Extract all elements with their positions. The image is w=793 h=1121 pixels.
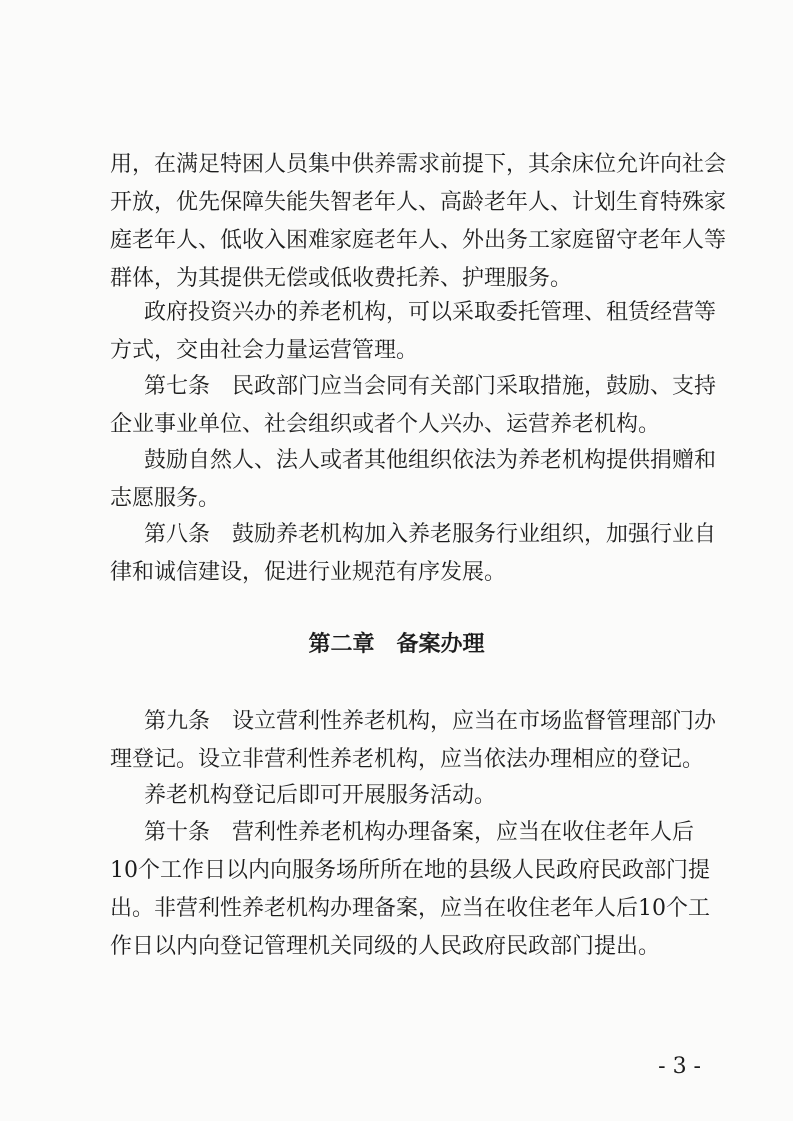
text-line: 10个工作日以内向服务场所所在地的县级人民政府民政部门提 xyxy=(110,858,710,883)
article-10 xyxy=(110,814,710,966)
text-line: 政府投资兴办的养老机构，可以采取委托管理、租赁经营等 xyxy=(144,300,717,325)
text-line: 作日以内向登记管理机关同级的人民政府民政部门提出。 xyxy=(110,934,661,959)
article-9 xyxy=(110,703,717,779)
text-line: 庭老年人、低收入困难家庭老年人、外出务工家庭留守老年人等 xyxy=(110,228,727,253)
chapter-heading: 第二章 备案办理 xyxy=(308,632,485,657)
paragraph-government-investment xyxy=(110,294,717,370)
text-line: 理登记。设立非营利性养老机构，应当依法办理相应的登记。 xyxy=(110,747,705,772)
text-line: 志愿服务。 xyxy=(110,486,221,511)
text-line: 出。非营利性养老机构办理备案，应当在收住老年人后10个工 xyxy=(110,896,710,921)
text-line: 企业事业单位、社会组织或者个人兴办、运营养老机构。 xyxy=(110,412,661,437)
article-7 xyxy=(110,368,717,444)
article-8 xyxy=(110,516,717,592)
text-line: 开放，优先保障失能失智老年人、高龄老年人、计划生育特殊家 xyxy=(110,190,727,215)
text-line: 律和诚信建设，促进行业规范有序发展。 xyxy=(110,560,507,585)
text-line: 第九条 设立营利性养老机构，应当在市场监督管理部门办 xyxy=(144,709,717,734)
text-line: 鼓励自然人、法人或者其他组织依法为养老机构提供捐赠和 xyxy=(144,448,717,473)
paragraph-registration xyxy=(110,777,700,815)
text-line: 用，在满足特困人员集中供养需求前提下，其余床位允许向社会 xyxy=(110,152,727,177)
text-line: 方式，交由社会力量运营管理。 xyxy=(110,338,419,363)
text-line: 群体，为其提供无偿或低收费托养、护理服务。 xyxy=(110,266,573,291)
page-number: - 3 - xyxy=(658,1054,701,1079)
text-line: 第七条 民政部门应当会同有关部门采取措施，鼓励、支持 xyxy=(144,374,717,399)
text-line: 第十条 营利性养老机构办理备案，应当在收住老年人后 xyxy=(144,820,695,845)
text-line: 第八条 鼓励养老机构加入养老服务行业组织，加强行业自 xyxy=(144,522,717,547)
paragraph-donations xyxy=(110,442,717,518)
text-line: 养老机构登记后即可开展服务活动。 xyxy=(144,783,497,808)
paragraph-continuation xyxy=(110,146,727,298)
